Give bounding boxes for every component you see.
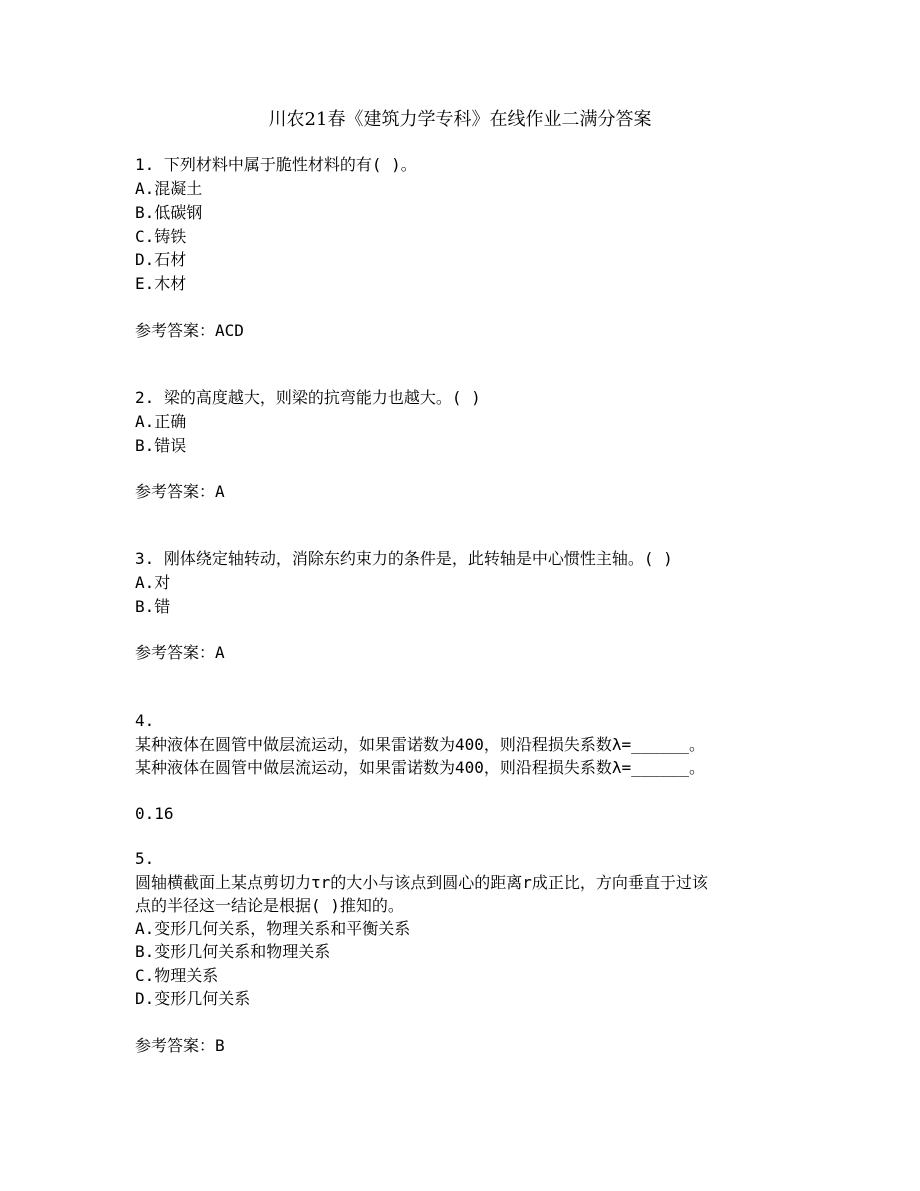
- question-4-answer: 0.16: [135, 804, 174, 823]
- question-2-stem: 2. 梁的高度越大，则梁的抗弯能力也越大。( ): [135, 388, 481, 407]
- question-3-option-a: A.对: [135, 573, 171, 592]
- question-5-stem-line-1: 圆轴横截面上某点剪切力τr的大小与该点到圆心的距离r成正比，方向垂直于过该: [135, 873, 708, 892]
- question-3-answer: [135, 642, 225, 664]
- question-3-stem: 3. 刚体绕定轴转动，消除东约束力的条件是，此转轴是中心惯性主轴。( ): [135, 549, 673, 568]
- question-1-option-c: C.铸铁: [135, 227, 187, 246]
- question-2-option-a: A.正确: [135, 412, 187, 431]
- question-5-stem-line-2: 点的半径这一结论是根据( )推知的。: [135, 896, 404, 915]
- question-5-option-d: D.变形几何关系: [135, 989, 251, 1008]
- question-4-number: 4.: [135, 711, 155, 730]
- question-5-option-b: B.变形几何关系和物理关系: [135, 942, 331, 961]
- answer-label: 参考答案：: [135, 321, 216, 340]
- question-3-option-b: B.错: [135, 597, 171, 616]
- question-1-option-d: D.石材: [135, 250, 187, 269]
- answer-value: A: [215, 643, 225, 662]
- question-2-answer: [135, 481, 225, 503]
- question-1-option-a: A.混凝土: [135, 179, 203, 198]
- question-1-option-e: E.木材: [135, 274, 187, 293]
- answer-label: 参考答案：: [135, 482, 216, 501]
- question-5-answer: [135, 1035, 225, 1057]
- question-4-stem-line-1: 某种液体在圆管中做层流运动，如果雷诺数为400，则沿程损失系数λ=______。: [135, 735, 705, 754]
- answer-value: B: [215, 1036, 225, 1055]
- question-5-number: 5.: [135, 849, 155, 868]
- question-2-option-b: B.错误: [135, 436, 187, 455]
- question-1-option-b: B.低碳钢: [135, 203, 203, 222]
- answer-label: 参考答案：: [135, 1036, 216, 1055]
- question-1-stem: 1. 下列材料中属于脆性材料的有( )。: [135, 155, 417, 174]
- question-4-stem-line-2: 某种液体在圆管中做层流运动，如果雷诺数为400，则沿程损失系数λ=______。: [135, 758, 705, 777]
- document-title: 川农21春《建筑力学专科》在线作业二满分答案: [268, 109, 652, 130]
- answer-value: A: [215, 482, 225, 501]
- question-1-answer: [135, 320, 244, 342]
- answer-label: 参考答案：: [135, 643, 216, 662]
- question-5-option-c: C.物理关系: [135, 966, 219, 985]
- answer-value: ACD: [215, 321, 244, 340]
- question-5-option-a: A.变形几何关系，物理关系和平衡关系: [135, 919, 411, 938]
